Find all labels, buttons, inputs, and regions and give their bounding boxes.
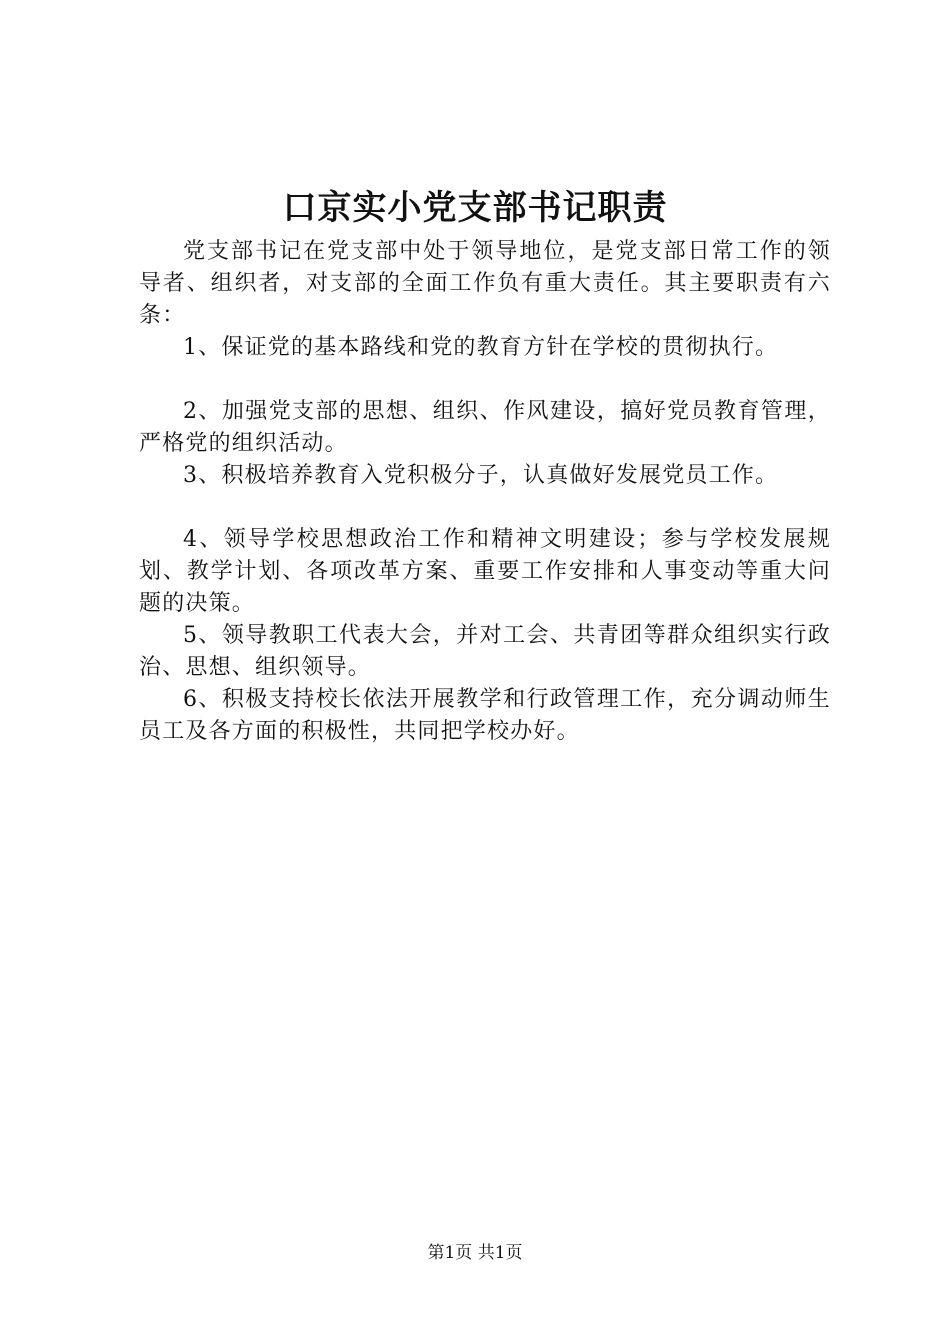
duty-item-4: 4、领导学校思想政治工作和精神文明建设；参与学校发展规划、教学计划、各项改革方案、重要工作安排和人事变动等重大问题的决策。	[139, 527, 831, 616]
document-title: 口京实小党支部书记职责	[282, 188, 668, 228]
duty-item-6: 6、积极支持校长依法开展教学和行政管理工作，充分调动师生员工及各方面的积极性，共同把学校办好。	[139, 687, 831, 744]
page-number-footer: 第1页 共1页	[427, 1243, 523, 1263]
duty-item-3: 3、积极培养教育入党积极分子，认真做好发展党员工作。	[183, 463, 779, 488]
duty-item-5: 5、领导教职工代表大会，并对工会、共青团等群众组织实行政治、思想、组织领导。	[139, 623, 831, 680]
intro-paragraph: 党支部书记在党支部中处于领导地位，是党支部日常工作的领导者、组织者，对支部的全面工作负有重大责任。其主要职责有六条：	[139, 239, 831, 328]
duty-item-1: 1、保证党的基本路线和党的教育方针在学校的贯彻执行。	[183, 335, 779, 360]
duty-item-2: 2、加强党支部的思想、组织、作风建设，搞好党员教育管理，严格党的组织活动。	[139, 399, 831, 456]
document-body	[139, 236, 831, 748]
